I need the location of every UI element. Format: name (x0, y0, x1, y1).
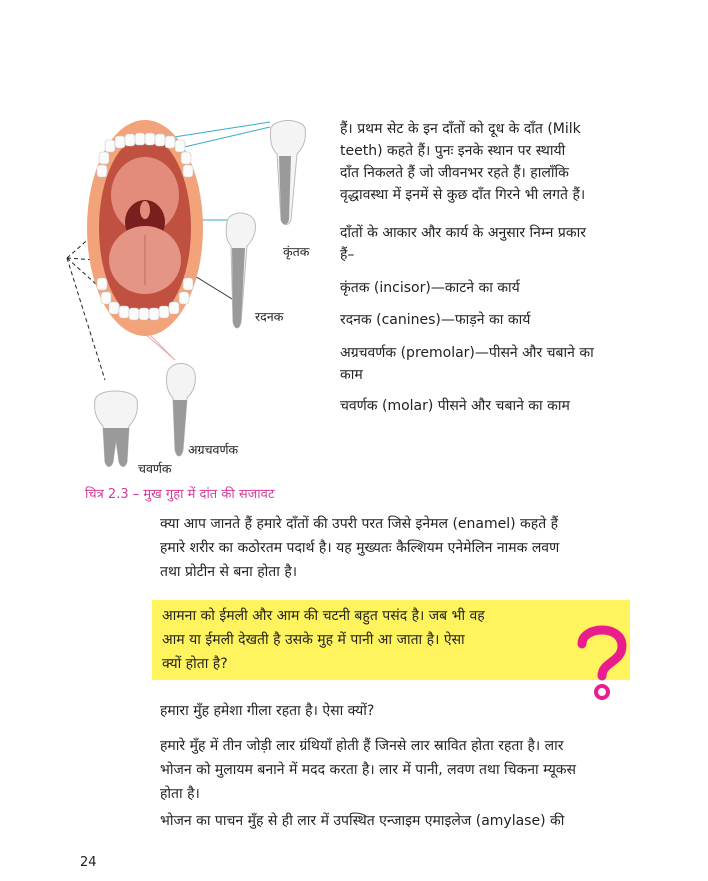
canine-tooth (226, 213, 255, 328)
text-line: हैं– (340, 247, 355, 263)
text-line: आमना को ईमली और आम की चटनी बहुत पसंद है। जब भी वह (162, 608, 485, 624)
definition-canine: रदनक (canines)—फाड़ने का कार्य (340, 312, 531, 328)
text-line: तथा प्रोटीन से बना होता है। (160, 564, 298, 580)
text-line: भोजन को मुलायम बनाने में मदद करता है। लार में पानी, लवण तथा चिकना म्यूकस (160, 762, 577, 778)
page-number: 24 (80, 855, 97, 870)
text-line: teeth) कहते हैं। पुनः इनके स्थान पर स्थायी (340, 143, 566, 159)
mouth-teeth-figure (55, 110, 340, 480)
label-molar: चवर्णक (138, 461, 172, 476)
mouth-wet-question: हमारा मुँह हमेशा गीला रहता है। ऐसा क्यों? (160, 703, 375, 719)
enamel-paragraph (160, 512, 650, 584)
definition-premolar (340, 342, 640, 386)
label-incisor: कृंतक (283, 244, 310, 259)
question-box (152, 600, 630, 680)
text-line: दाँतों के आकार और कार्य के अनुसार निम्न प्रकार (340, 225, 586, 241)
digestion-line: भोजन का पाचन मुँह से ही लार में उपस्थित एन्जाइम एमाइलेज (amylase) की (160, 813, 565, 829)
text-line: हमारे मुँह में तीन जोड़ी लार ग्रंथियाँ होती हैं जिनसे लार स्रावित होता रहता है। लार (160, 738, 564, 754)
teeth-types-intro (340, 222, 640, 266)
text-line: काम (340, 367, 363, 383)
text-line: क्यों होता है? (162, 656, 228, 672)
text-line: हमारे शरीर का कठोरतम पदार्थ है। यह मुख्यतः कैल्शियम एनेमेलिन नामक लवण (160, 540, 560, 556)
molar-tooth (95, 391, 138, 467)
question-mark-icon (572, 618, 632, 702)
definition-molar: चवर्णक (molar) पीसने और चबाने का काम (340, 398, 570, 414)
text-line: हैं। प्रथम सेट के इन दाँतों को दूध के दाँत (Milk (340, 121, 581, 137)
figure-caption: चित्र 2.3 – मुख गुहा में दांत की सजावट (85, 487, 275, 502)
text-line: क्या आप जानते हैं हमारे दाँतों की उपरी परत जिसे इनेमल (enamel) कहते हैं (160, 516, 559, 532)
label-premolar: अग्रचवर्णक (188, 442, 239, 457)
definition-incisor: कृंतक (incisor)—काटने का कार्य (340, 280, 520, 296)
text-line: दाँत निकलते हैं जो जीवनभर रहते हैं। हालाँकि (340, 165, 569, 181)
text-line: आम या ईमली देखती है उसके मुह में पानी आ जाता है। ऐसा (162, 632, 465, 648)
saliva-paragraph (160, 734, 650, 806)
incisor-tooth (270, 121, 305, 225)
text-line: वृद्धावस्था में इनमें से कुछ दाँत गिरने भी लगते हैं। (340, 187, 586, 203)
mouth-cavity-illustration (55, 110, 340, 480)
text-line: होता है। (160, 786, 200, 802)
text-line: अग्रचवर्णक (premolar)—पीसने और चबाने का (340, 345, 594, 361)
label-canine: रदनक (255, 309, 284, 324)
milk-teeth-paragraph (340, 118, 640, 206)
